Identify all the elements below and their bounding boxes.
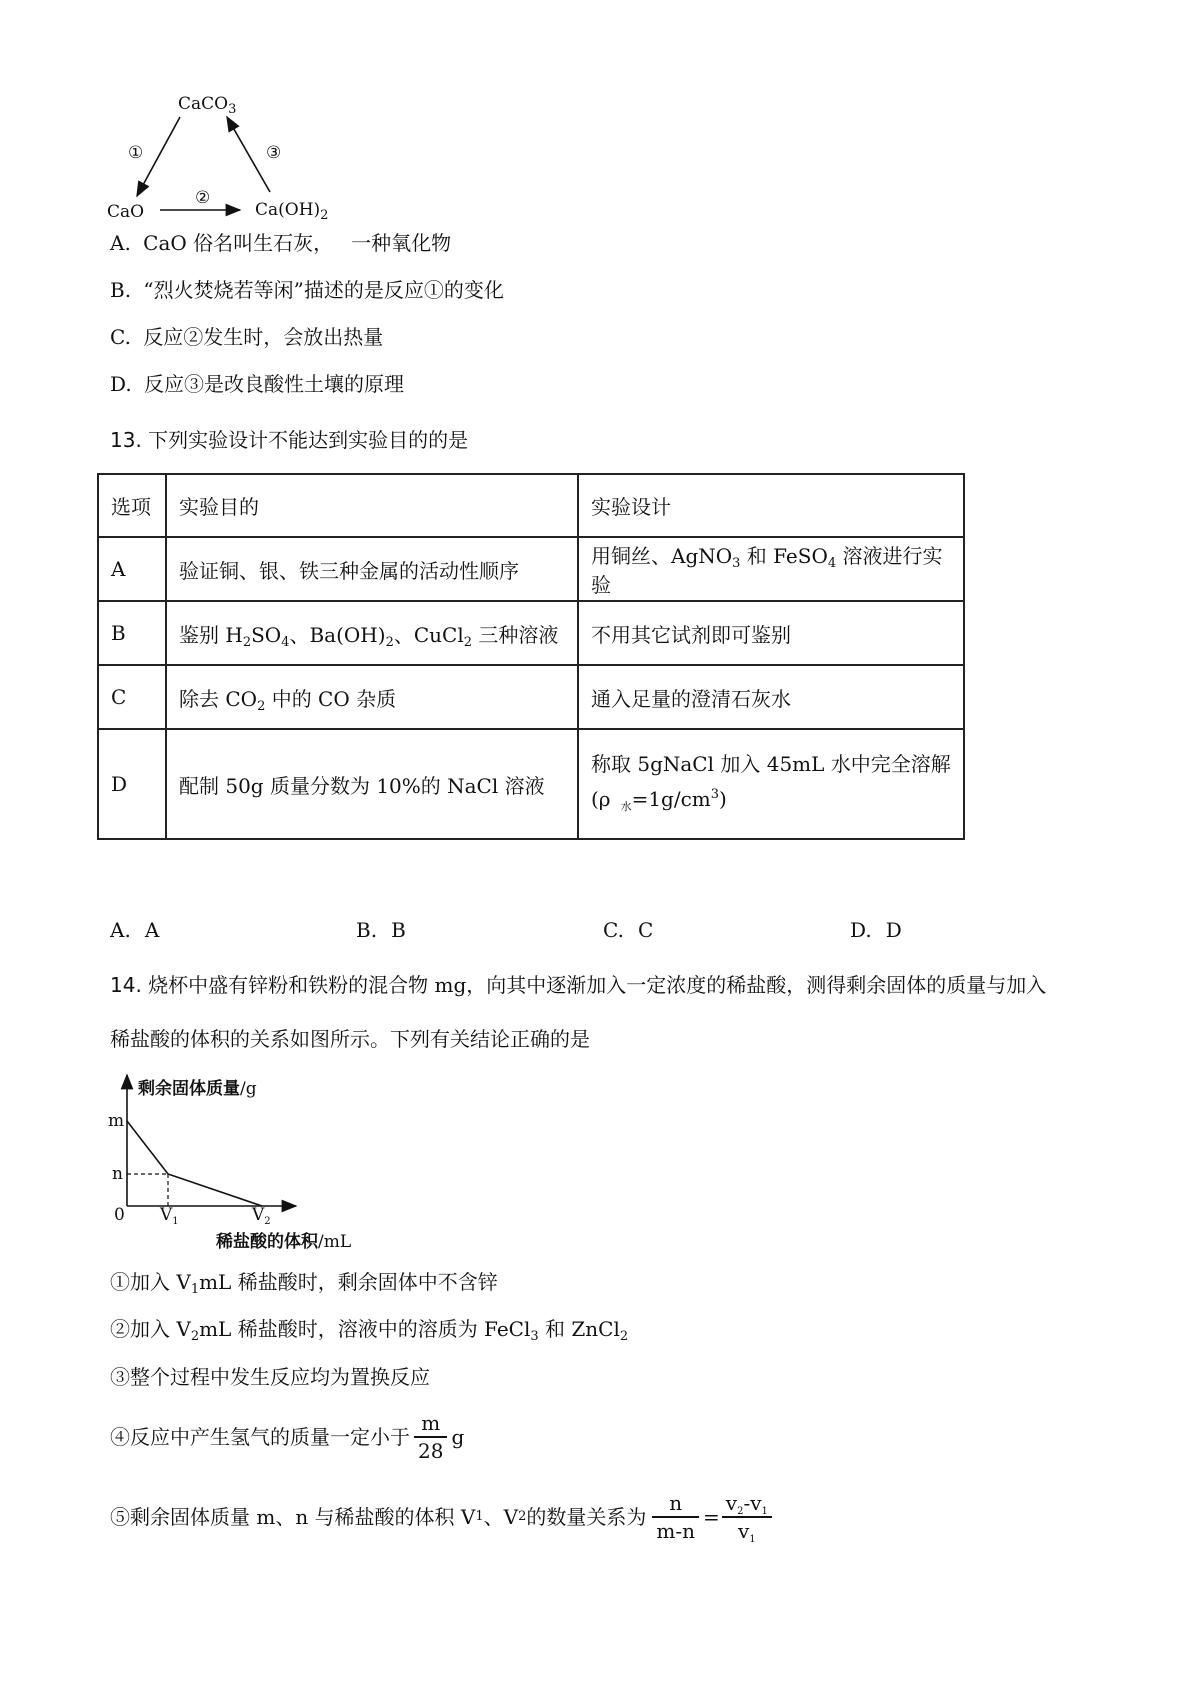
option-text-b: 一种氧化物 (351, 231, 452, 255)
reaction-1-marker: ① (128, 143, 144, 163)
row-design: 通入足量的澄清石灰水 (578, 665, 964, 729)
q14-stem-line-2: 稀盐酸的体积的关系如图所示。下列有关结论正确的是 (110, 1027, 590, 1051)
row-goal: 鉴别 $H_2SO_4$、$Ba(OH)_2$、CuCl$_2$ 三种溶液 (166, 601, 578, 665)
graph-svg (0, 0, 320, 1240)
fraction-left: $\frac{n}{m-n}$ (652, 1490, 699, 1544)
statement-3: ③整个过程中发生反应均为置换反应 (110, 1365, 430, 1389)
q13-answer-d: D. D (850, 918, 902, 942)
row-option: D (98, 729, 166, 839)
row-design: 不用其它试剂即可鉴别 (578, 601, 964, 665)
statement-2: ②加入 $V_2mL$ 稀盐酸时，溶液中的溶质为 FeCl$_3$ 和 ZnCl$_2$ (110, 1317, 629, 1344)
q13-answer-b: B. B (356, 918, 406, 942)
reaction-3-marker: ③ (266, 143, 282, 163)
statement-5: ⑤剩余固体质量 m、n 与稀盐酸的体积 V 1 、V 2 的数量关系为 $\frac{n}{m-n}$ = $\frac{v_2-v_1}{v_1}$ (110, 1490, 772, 1544)
reaction-2-marker: ② (195, 188, 211, 208)
origin-label: 0 (114, 1205, 125, 1225)
question-number: 13. (110, 428, 142, 452)
row-option: B (98, 601, 166, 665)
option-text: “烈火焚烧若等闲”描述的是反应①的变化 (143, 278, 504, 302)
option-text-a: CaO 俗名叫生石灰， (143, 231, 334, 255)
statement-4: ④反应中产生氢气的质量一定小于 $\frac{m}{28}$ g (110, 1411, 465, 1463)
row-goal: 除去 $CO_2$ 中的 CO 杂质 (166, 665, 578, 729)
option-text: 反应③是改良酸性土壤的原理 (144, 372, 405, 396)
caco3-label: CaCO$_3$ (178, 94, 237, 117)
fraction-m-over-28: $\frac{m}{28}$ (414, 1410, 447, 1464)
q13-answer-a: A. A (110, 918, 160, 942)
option-letter: B. (110, 278, 132, 302)
statement-1: ①加入 $V_1mL$ 稀盐酸时，剩余固体中不含锌 (110, 1270, 498, 1297)
question-text: 下列实验设计不能达到实验目的的是 (148, 428, 469, 452)
design-line-2: (ρ $_水=1g/cm^3$) (591, 787, 727, 813)
y-tick-n: n (112, 1164, 123, 1184)
x-tick-v2: $V_2$ (252, 1205, 271, 1227)
header-goal: 实验目的 (166, 474, 578, 537)
data-line (127, 1121, 262, 1206)
cao-label: CaO (107, 202, 145, 222)
row-goal: 验证铜、银、铁三种金属的活动性顺序 (166, 537, 578, 601)
option-letter: C. (110, 325, 131, 349)
option-letter: A. (110, 231, 131, 255)
row-design (578, 729, 964, 839)
question-number: 14. (110, 973, 142, 997)
option-text: 反应②发生时，会放出热量 (143, 325, 384, 349)
row-option: C (98, 665, 166, 729)
x-tick-v1: $V_1$ (160, 1205, 179, 1227)
x-axis-label: 稀盐酸的体积/mL (216, 1232, 352, 1252)
option-letter: D. (110, 372, 132, 396)
y-tick-m: m (108, 1111, 125, 1131)
row-design: 用铜丝、AgNO$_3$ 和 FeSO$_4$ 溶液进行实验 (578, 537, 964, 601)
row-option: A (98, 537, 166, 601)
header-design: 实验设计 (578, 474, 964, 537)
fraction-right: $\frac{v_2-v_1}{v_1}$ (722, 1490, 772, 1544)
question-text: 烧杯中盛有锌粉和铁粉的混合物 mg，向其中逐渐加入一定浓度的稀盐酸，测得剩余固体的质量与加入 (148, 973, 1047, 997)
y-axis-label: 剩余固体质量/g (138, 1079, 257, 1099)
header-option: 选项 (98, 474, 166, 537)
design-line-1: 称取 5gNaCl 加入 45mL 水中完全溶解 (591, 752, 951, 776)
row-goal: 配制 50g 质量分数为 10%的 NaCl 溶液 (166, 729, 578, 839)
caoh2-label: $Ca(OH)_2$ (255, 200, 329, 223)
q13-answer-c: C. C (603, 918, 654, 942)
